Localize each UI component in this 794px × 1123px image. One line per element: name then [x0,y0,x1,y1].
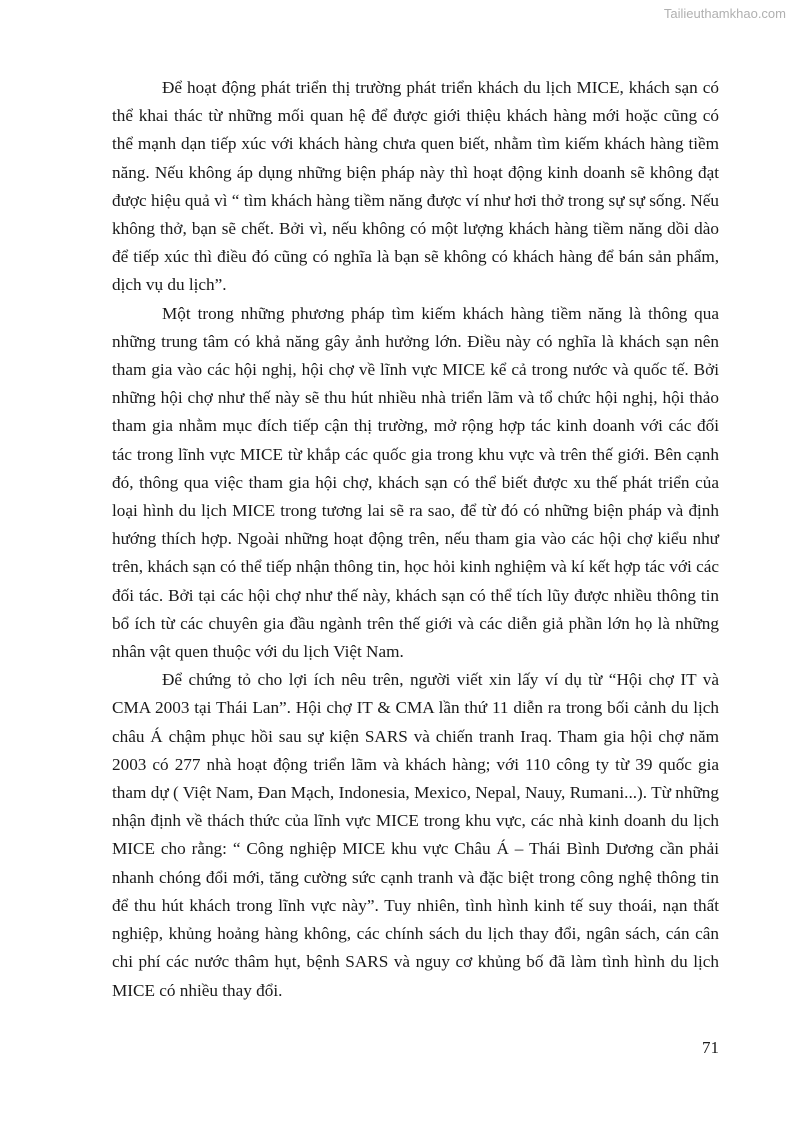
page-number: 71 [702,1038,719,1057]
document-body [112,74,719,1005]
watermark: Tailieuthamkhao.com [663,6,786,21]
paragraph-1: Để hoạt động phát triển thị trường phát triển khách du lịch MICE, khách sạn có thể khai thác từ những mối quan hệ để được giới thiệu khách hàng mới hoặc cũng có thể mạnh dạn tiếp xúc với khách hàng chưa quen biết, nhằm tìm kiếm khách hàng tiềm năng. Nếu không áp dụng những biện pháp này thì hoạt động kinh doanh sẽ không đạt được hiệu quả vì “ tìm khách hàng tiềm năng được ví như hơi thở trong sự sự sống. Nếu không thở, bạn sẽ chết. Bởi vì, nếu không có một lượng khách hàng tiềm năng dồi dào để tiếp xúc thì điều đó cũng có nghĩa là bạn sẽ không có khách hàng để bán sản phẩm, dịch vụ du lịch”. [112,78,719,295]
paragraph-3: Để chứng tỏ cho lợi ích nêu trên, người viết xin lấy ví dụ từ “Hội chợ IT và CMA 2003 tại Thái Lan”. Hội chợ IT & CMA lần thứ 11 diễn ra trong bối cảnh du lịch châu Á chậm phục hồi sau sự kiện SARS và chiến tranh Iraq. Tham gia hội chợ năm 2003 có 277 nhà hoạt động triển lãm và khách hàng; với 110 công ty từ 39 quốc gia tham dự ( Việt Nam, Đan Mạch, Indonesia, Mexico, Nepal, Nauy, Rumani...). Từ những nhận định về thách thức của lĩnh vực MICE trong khu vực, các nhà kinh doanh du lịch MICE cho rằng: “ Công nghiệp MICE khu vực Châu Á – Thái Bình Dương cần phải nhanh chóng đổi mới, tăng cường sức cạnh tranh và đặc biệt trong công nghệ thông tin để thu hút khách trong lĩnh vực này”. Tuy nhiên, tình hình kinh tế suy thoái, nạn thất nghiệp, khủng hoảng hàng không, các chính sách du lịch thay đổi, ngân sách, cán cân chi phí các nước thâm hụt, bệnh SARS và nguy cơ khủng bố đã làm tình hình du lịch MICE có nhiều thay đổi. [112,670,719,1000]
paragraph-2: Một trong những phương pháp tìm kiếm khách hàng tiềm năng là thông qua những trung tâm có khả năng gây ảnh hưởng lớn. Điều này có nghĩa là khách sạn nên tham gia vào các hội nghị, hội chợ về lĩnh vực MICE kể cả trong nước và quốc tế. Bởi những hội chợ như thế này sẽ thu hút nhiều nhà triển lãm và tổ chức hội nghị, hội thảo tham gia nhằm mục đích tiếp cận thị trường, mở rộng hợp tác kinh doanh với các đối tác trong lĩnh vực MICE từ khắp các quốc gia trong khu vực và trên thế giới. Bên cạnh đó, thông qua việc tham gia hội chợ, khách sạn có thể biết được xu thế phát triển của loại hình du lịch MICE trong tương lai sẽ ra sao, để từ đó có những biện pháp và định hướng thích hợp. Ngoài những hoạt động trên, nếu tham gia vào các hội chợ kiểu như trên, khách sạn có thể tiếp nhận thông tin, học hỏi kinh nghiệm và kí kết hợp tác với các đối tác. Bởi tại các hội chợ như thế này, khách sạn có thể tích lũy được nhiều thông tin bổ ích từ các chuyên gia đầu ngành trên thế giới và các diễn giả phần lớn họ là những nhân vật quen thuộc với du lịch Việt Nam. [112,303,719,662]
